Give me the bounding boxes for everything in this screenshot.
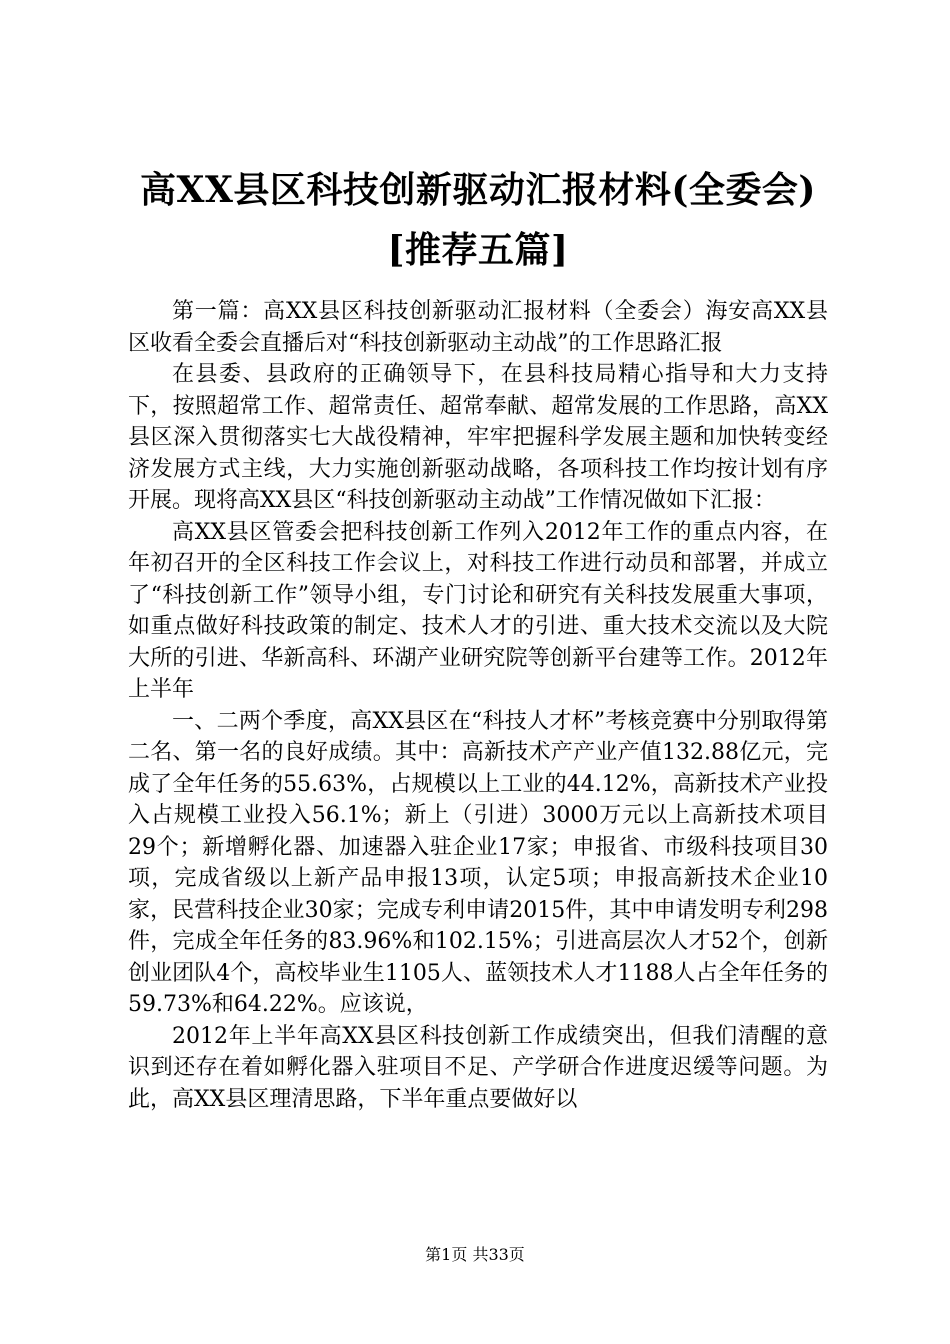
- page-footer: 第1页 共33页: [425, 1245, 525, 1264]
- paragraph-leadership: 在县委、县政府的正确领导下，在县科技局精心指导和大力支持下，按照超常工作、超常责任、超常奉献、超常发展的工作思路，高XX县区深入贯彻落实七大战役精神，牢牢把握科学发展主题和加快转变经济发展方式主线，大力实施创新驱动战略，各项科技工作均按计划有序开展。现将高XX县区“科技创新驱动主动战”工作情况做如下汇报：: [128, 362, 828, 513]
- paragraph-intro: 第一篇：高XX县区科技创新驱动汇报材料（全委会）海安高XX县区收看全委会直播后对“科技创新驱动主动战”的工作思路汇报: [128, 299, 828, 356]
- paragraph-issues: 2012年上半年高XX县区科技创新工作成绩突出，但我们清醒的意识到还存在着如孵化器入驻项目不足、产学研合作进度迟缓等问题。为此，高XX县区理清思路，下半年重点要做好以: [128, 1023, 828, 1112]
- document-title: 高XX县区科技创新驱动汇报材料(全委会)[推荐五篇]: [140, 169, 816, 271]
- paragraph-committee: 高XX县区管委会把科技创新工作列入2012年工作的重点内容，在年初召开的全区科技工作会议上，对科技工作进行动员和部署，并成立了“科技创新工作”领导小组，专门讨论和研究有关科技发展重大事项，如重点做好科技政策的制定、技术人才的引进、重大技术交流以及大院大所的引进、华新高科、环湖产业研究院等创新平台建等工作。2012年上半年: [128, 519, 828, 702]
- document-body: [128, 296, 828, 1115]
- paragraph-achievements: 一、二两个季度，高XX县区在“科技人才杯”考核竞赛中分别取得第二名、第一名的良好成绩。其中：高新技术产产业产值132.88亿元，完成了全年任务的55.63%，占规模以上工业的44.12%，高新技术产业投入占规模工业投入56.1%；新上（引进）3000万元以上高新技术项目29个；新增孵化器、加速器入驻企业17家；申报省、市级科技项目30项，完成省级以上新产品申报13项，认定5项；申报高新技术企业10家，民营科技企业30家；完成专利申请2015件，其中申请发明专利298件，完成全年任务的83.96%和102.15%；引进高层次人才52个，创新创业团队4个，高校毕业生1105人、蓝领技术人才1188人占全年任务的59.73%和64.22%。应该说，: [128, 708, 828, 1017]
